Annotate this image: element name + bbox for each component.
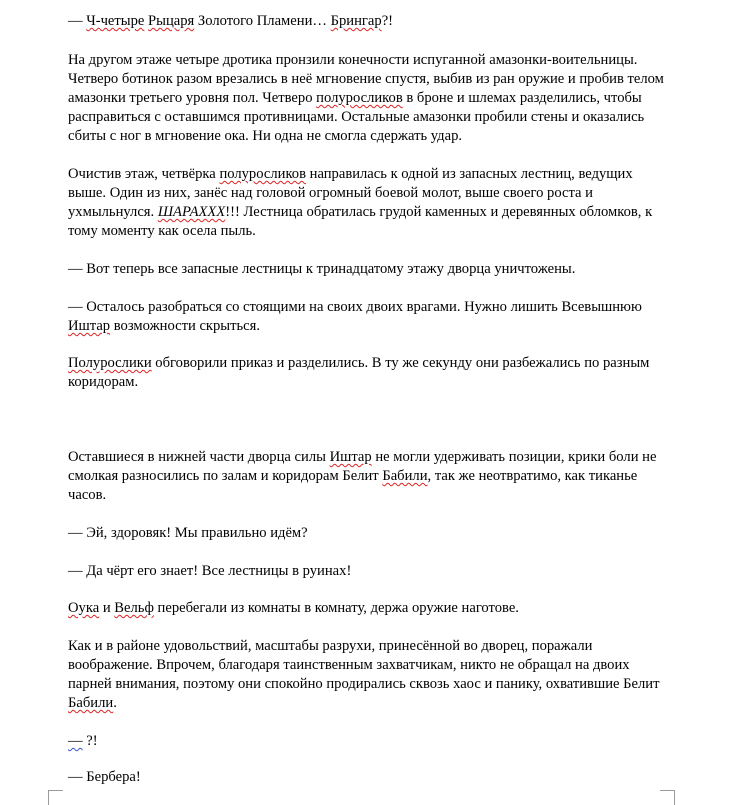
paragraph bbox=[68, 524, 668, 543]
paragraph bbox=[68, 165, 668, 241]
text-run: ?! bbox=[82, 733, 98, 749]
text-run: Золотого Пламени… bbox=[194, 13, 331, 29]
page-corner-mark bbox=[660, 790, 675, 805]
text-run: не могли удерживать позиции, крики боли не смолкая разносились по залам и коридорам Белит bbox=[68, 449, 657, 484]
text-run: — Осталось разобраться со стоящими на своих двоих врагами. Нужно лишить Всевышнюю bbox=[68, 299, 642, 315]
flagged-word: Ч-четыре bbox=[86, 13, 145, 29]
paragraph bbox=[68, 260, 668, 279]
text-run: перебегали из комнаты в комнату, держа оружие наготове. bbox=[153, 600, 519, 616]
paragraph bbox=[68, 51, 668, 146]
paragraph bbox=[68, 354, 668, 392]
text-run: — Да чёрт его знает! Все лестницы в руинах! bbox=[68, 563, 352, 579]
text-run: ?! bbox=[381, 13, 394, 29]
text-run: На другом этаже четыре дротика пронзили конечности испуганной амазонки-воительницы. Четверо ботинок разом врезались в неё мгновение спустя, выбив из ран оружие и пробив телом амазонки третьего уровня пол. Четверо bbox=[68, 52, 664, 106]
flagged-word: Оука bbox=[68, 600, 100, 616]
text-run: — bbox=[68, 13, 87, 29]
text-run: Оставшиеся в нижней части дворца силы bbox=[68, 449, 330, 465]
text-run: и bbox=[99, 600, 115, 616]
text-run: направилась к одной из запасных лестниц, ведущих выше. Один из них, занёс над головой огромный боевой молот, выше своего роста и ухмыльнулся. bbox=[68, 166, 633, 220]
paragraph bbox=[68, 768, 668, 787]
text-run: , так же неотвратимо, как тиканье часов. bbox=[68, 468, 638, 503]
paragraph bbox=[68, 448, 668, 505]
text-run: Как и в районе удовольствий, масштабы разрухи, принесённой во дворец, поражали воображение. Впрочем, благодаря таинственным захватчикам, никто не обращал на двоих парней внимания, поэтому они спокойно продирались сквозь хаос и панику, охватившие Белит bbox=[68, 638, 660, 692]
text-run: Очистив этаж, четвёрка bbox=[68, 166, 220, 182]
text-run: . bbox=[113, 695, 117, 711]
flagged-word: Полурослики bbox=[68, 355, 152, 371]
paragraph bbox=[68, 599, 668, 618]
flagged-word: Иштар bbox=[329, 449, 372, 465]
paragraph bbox=[68, 298, 668, 336]
flagged-word: полуросликов bbox=[316, 90, 403, 106]
flagged-word: Иштар bbox=[68, 318, 111, 334]
paragraph bbox=[68, 562, 668, 581]
flagged-word: Бабили bbox=[382, 468, 428, 484]
paragraph bbox=[68, 12, 668, 31]
text-run: — Эй, здоровяк! Мы правильно идём? bbox=[68, 525, 308, 541]
text-run: !!! Лестница обратилась грудой каменных и деревянных обломков, к тому моменту как осела пыль. bbox=[68, 204, 653, 239]
text-run: возможности скрыться. bbox=[110, 318, 260, 334]
text-run: — Бербера! bbox=[68, 769, 141, 785]
text-run: в броне и шлемах разделились, чтобы расправиться с оставшимся противницами. Остальные амазонки пробили стены и оказались сбиты с ног в мгновение ока. Ни одна не смогла сдержать удар. bbox=[68, 90, 645, 144]
paragraph bbox=[68, 637, 668, 713]
flagged-word: Рыцаря bbox=[148, 13, 195, 29]
paragraph bbox=[68, 732, 668, 751]
text-run: обговорили приказ и разделились. В ту же секунду они разбежались по разным коридорам. bbox=[68, 355, 650, 390]
flagged-word: Вельф bbox=[114, 600, 154, 616]
page-corner-mark bbox=[48, 790, 63, 805]
flagged-word: полуросликов bbox=[219, 166, 306, 182]
text-run: — Вот теперь все запасные лестницы к тринадцатому этажу дворца уничтожены. bbox=[68, 261, 576, 277]
flagged-word: Бабили bbox=[68, 695, 114, 711]
flagged-word: Брингар bbox=[330, 13, 382, 29]
flagged-word: ШАРАХХХ bbox=[157, 204, 226, 220]
flagged-word: — bbox=[68, 733, 83, 749]
